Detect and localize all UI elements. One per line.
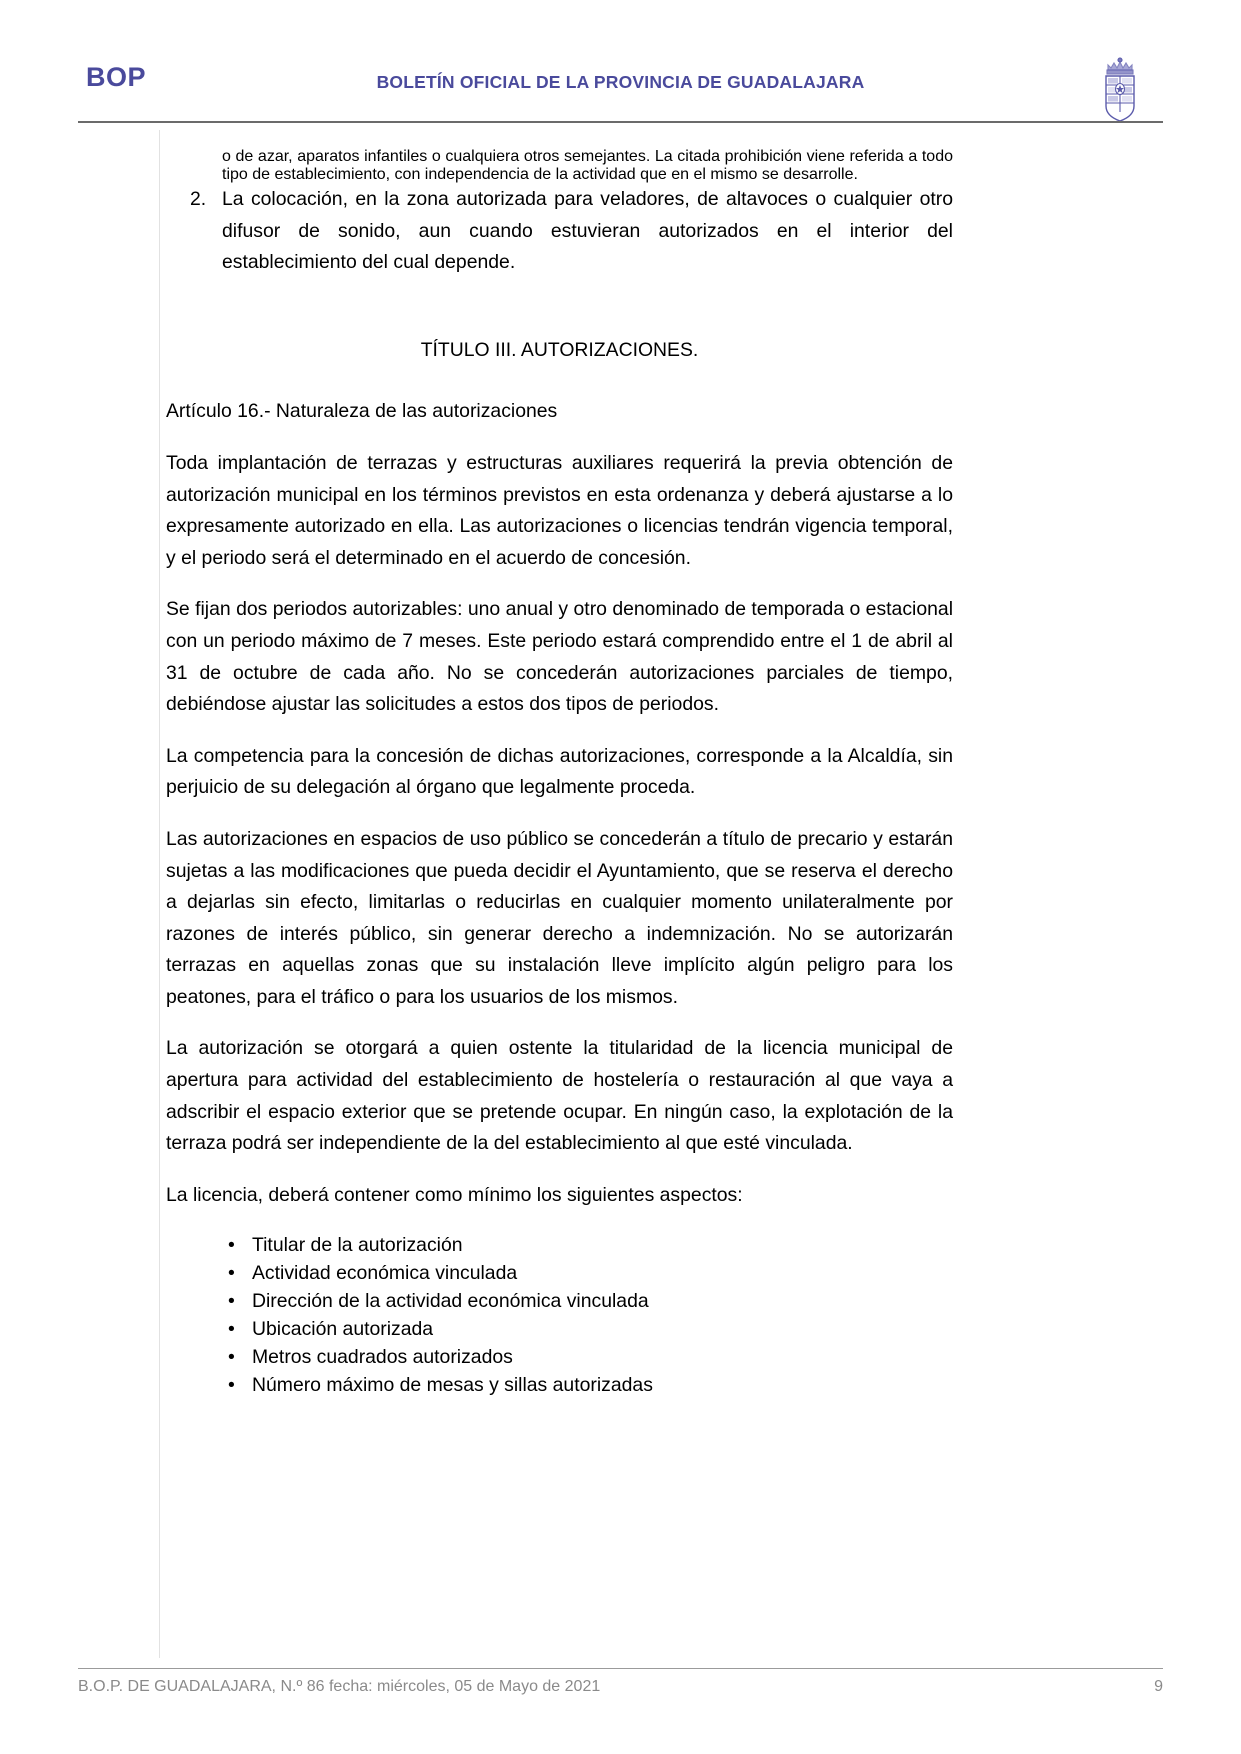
paragraph-5: La autorización se otorgará a quien ostente la titularidad de la licencia municipal de apertura para actividad del establecimiento de hostelería o restauración al que vaya a adscribir el espacio exterior que se pretende ocupar. En ningún caso, la explotación de la terraza podrá ser independiente de la del establecimiento al que esté vinculada.: [166, 1037, 953, 1155]
footer-divider: [78, 1668, 1163, 1669]
list-item: • Dirección de la actividad económica vinculada: [228, 1287, 953, 1315]
paragraph-2: Se fijan dos periodos autorizables: uno anual y otro denominado de temporada o estacional con un periodo máximo de 7 meses. Este periodo estará comprendido entre el 1 de abril al 31 de octubre de cada año. No se concederán autorizaciones parciales de tiempo, debiéndose ajustar las solicitudes a estos dos tipos de periodos.: [166, 598, 953, 716]
paragraph-continuation: o de azar, aparatos infantiles o cualquiera otros semejantes. La citada prohibición viene referida a todo tipo de establecimiento, con independencia de la actividad que en el mismo se desarrolle.: [222, 148, 953, 183]
page-number: 9: [1154, 1678, 1163, 1695]
list-item-text: La colocación, en la zona autorizada para veladores, de altavoces o cualquier otro difusor de sonido, aun cuando estuvieran autorizados en el interior del establecimiento del cual depende.: [222, 188, 953, 274]
list-item: • Metros cuadrados autorizados: [228, 1343, 953, 1371]
list-item: • Actividad económica vinculada: [228, 1259, 953, 1287]
list-item: • Titular de la autorización: [228, 1231, 953, 1259]
article-heading: Artículo 16.- Naturaleza de las autorizaciones: [166, 400, 558, 423]
paragraph-6: La licencia, deberá contener como mínimo los siguientes aspectos:: [166, 1183, 743, 1206]
page-header: [78, 48, 1163, 122]
list-item: • Número máximo de mesas y sillas autorizadas: [228, 1371, 953, 1399]
requirements-bullet-list: [166, 1231, 953, 1399]
list-item: [166, 184, 953, 279]
header-divider: [78, 121, 1163, 123]
paragraph-4: Las autorizaciones en espacios de uso público se concederán a título de precario y estarán sujetas a las modificaciones que pueda decidir el Ayuntamiento, que se reserva el derecho a dejarlas sin efecto, limitarlas o reducirlas en cualquier momento unilateralmente por razones de interés público, sin generar derecho a indemnización. No se autorizarán terrazas en aquellas zonas que su instalación lleve implícito algún peligro para los peatones, para el tráfico o para los usuarios de los mismos.: [166, 827, 953, 1008]
page-footer: [78, 1678, 1163, 1696]
numbered-list: [166, 184, 953, 279]
document-content: [166, 148, 953, 1399]
paragraph-1: Toda implantación de terrazas y estructuras auxiliares requerirá la previa obtención de autorización municipal en los términos previstos en esta ordenanza y deberá ajustarse a lo expresamente autorizado en ella. Las autorizaciones o licencias tendrán vigencia temporal, y el periodo será el determinado en el acuerdo de concesión.: [166, 451, 953, 569]
header-title: BOLETÍN OFICIAL DE LA PROVINCIA DE GUADALAJARA: [376, 72, 865, 92]
bop-logo: BOP: [86, 62, 147, 92]
list-item-marker: 2.: [190, 188, 207, 210]
section-title: TÍTULO III. AUTORIZACIONES.: [420, 338, 699, 361]
footer-reference: B.O.P. DE GUADALAJARA, N.º 86 fecha: miércoles, 05 de Mayo de 2021: [78, 1678, 601, 1695]
coat-of-arms-icon: [1097, 54, 1143, 126]
list-item: • Ubicación autorizada: [228, 1315, 953, 1343]
paragraph-3: La competencia para la concesión de dichas autorizaciones, corresponde a la Alcaldía, sin perjuicio de su delegación al órgano que legalmente proceda.: [166, 744, 953, 799]
column-guide-line: [159, 130, 160, 1658]
